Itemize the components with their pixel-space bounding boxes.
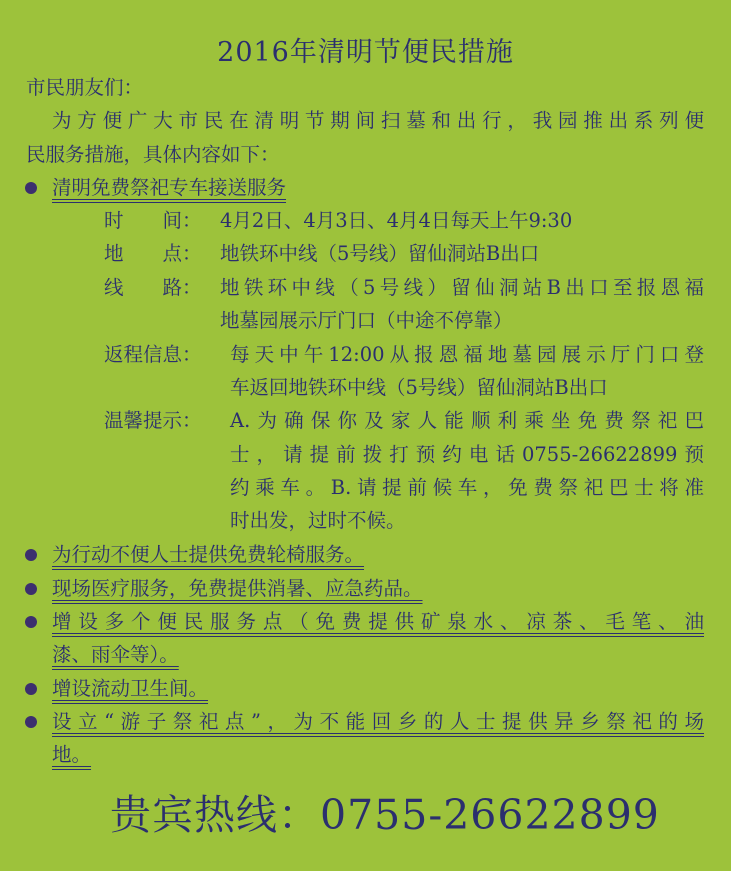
tip-label: 温馨提示： <box>104 409 202 432</box>
bullet-icon <box>25 683 37 695</box>
hotline: 贵宾热线：0755-26622899 <box>110 791 660 839</box>
page-title: 2016年清明节便民措施 <box>217 37 514 68</box>
time-label: 时 间： <box>104 209 202 232</box>
service-points-item-2: 漆、雨伞等）。 <box>52 643 179 666</box>
tip-value-1: A.为确保你及家人能顺利乘坐免费祭祀巴 <box>230 409 704 432</box>
bullet-icon <box>25 616 37 628</box>
return-value-2: 车返回地铁环中线（5号线）留仙洞站B出口 <box>230 376 608 399</box>
greeting: 市民朋友们： <box>26 76 144 99</box>
bullet-icon <box>25 182 37 194</box>
wheelchair-item: 为行动不便人士提供免费轮椅服务。 <box>52 543 365 566</box>
tip-value-2: 士，请提前拨打预约电话0755-26622899预 <box>230 443 704 466</box>
route-label: 线 路： <box>104 276 202 299</box>
memorial-item-1: 设立“游子祭祀点”，为不能回乡的人士提供异乡祭祀的场 <box>52 710 704 733</box>
restroom-item: 增设流动卫生间。 <box>52 677 209 700</box>
bullet-icon <box>25 583 37 595</box>
bullet-icon <box>25 716 37 728</box>
tip-value-4: 时出发，过时不候。 <box>230 509 406 532</box>
place-label: 地 点： <box>104 242 202 265</box>
return-value-1: 每天中午12:00从报恩福地墓园展示厅门口登 <box>230 343 704 366</box>
tip-value-3: 约乘车。B.请提前候车，免费祭祀巴士将准 <box>230 476 704 499</box>
route-value-2: 地墓园展示厅门口（中途不停靠） <box>220 309 513 332</box>
intro-line-2: 民服务措施，具体内容如下： <box>26 143 280 166</box>
memorial-item-2: 地。 <box>52 743 92 766</box>
service-points-item-1: 增设多个便民服务点（免费提供矿泉水、凉茶、毛笔、油 <box>52 610 704 633</box>
return-label: 返程信息： <box>104 343 202 366</box>
place-value: 地铁环中线（5号线）留仙洞站B出口 <box>220 242 540 265</box>
shuttle-heading: 清明免费祭祀专车接送服务 <box>52 176 287 199</box>
intro-line-1: 为方便广大市民在清明节期间扫墓和出行，我园推出系列便 <box>52 109 704 132</box>
time-value: 4月2日、4月3日、4月4日每天上午9:30 <box>220 209 573 232</box>
medical-item: 现场医疗服务，免费提供消暑、应急药品。 <box>52 577 423 600</box>
bullet-icon <box>25 549 37 561</box>
route-value-1: 地铁环中线（5号线）留仙洞站B出口至报恩福 <box>220 276 704 299</box>
